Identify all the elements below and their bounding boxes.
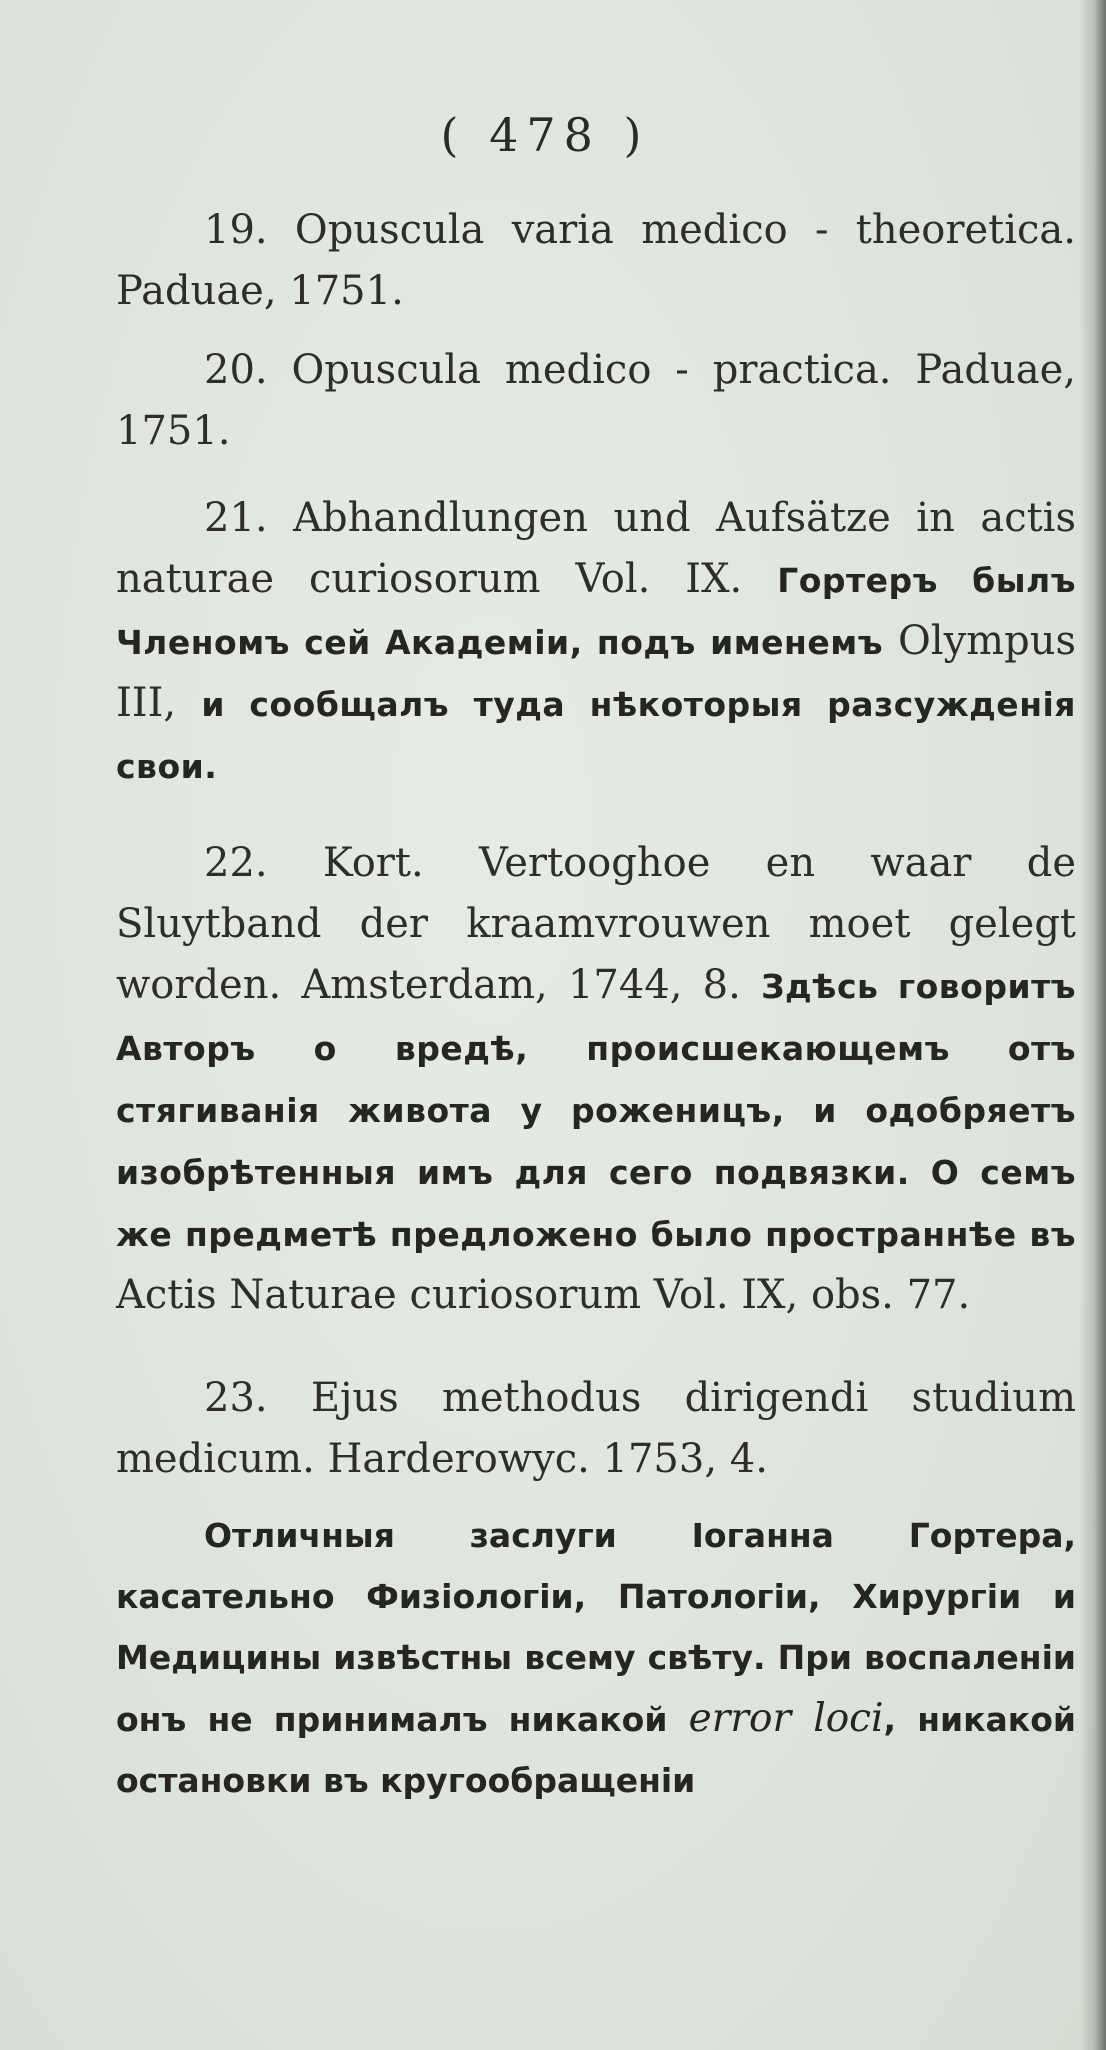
closing-text [116,1505,1076,1811]
entry-text: 23. Ejus methodus dirigendi studium medicum. Harderowyc. 1753, 4. [116,1375,1076,1482]
entry-text: 20. Opuscula medico - practica. Paduae, 1751. [116,347,1076,454]
page-gutter-shadow [1080,0,1106,2050]
closing-text-b: , никакой остановки въ кругообращеніи [116,1700,1076,1800]
bibliography-entry-23 [116,1368,1076,1490]
entry-paragraph [116,488,1076,797]
entry-latin-name: Olympus III, [116,618,1076,726]
bibliography-entry-22 [116,833,1076,1326]
bibliography-entry-21 [116,488,1076,797]
entry-text: 21. Abhandlungen und Aufsätze in actis naturae curiosorum Vol. IX. [116,495,1076,602]
bibliography-entry-19 [116,200,1076,322]
closing-text-a: Отличныя заслуги Іоганна Гортера, касательно Физіологіи, Патологіи, Хирургіи и Медицины извѣстны всему свѣту. При воспаленіи онъ не принималъ никакой [116,1516,1076,1739]
page-number: ( 478 ) [440,108,650,162]
entry-text: 22. Kort. Vertooghoe en waar de Sluytband der kraamvrouwen moet gelegt worden. Amsterdam, 1744, 8. [116,840,1076,1008]
closing-paragraph [116,1505,1076,1811]
closing-italic-phrase: error loci [688,1696,884,1741]
entry-note: Гортеръ былъ Членомъ сей Академіи, подъ именемъ [116,561,1077,662]
entry-note-end: и сообщалъ туда нѣкоторыя разсужденія свои. [116,685,1076,786]
entry-note: Здѣсь говоритъ Авторъ о вредѣ, происшекающемъ отъ стягиванія живота у роженицъ, и одобряетъ изобрѣтенныя имъ для сего подвязки. О семъ же предметѣ предложено было пространнѣе въ [116,967,1076,1254]
entry-text: 19. Opuscula varia medico - theoretica. Paduae, 1751. [116,207,1076,314]
entry-paragraph [116,833,1076,1326]
entry-latin-reference: Actis Naturae curiosorum Vol. IX, obs. 77. [116,1272,971,1318]
bibliography-entry-20 [116,340,1076,462]
